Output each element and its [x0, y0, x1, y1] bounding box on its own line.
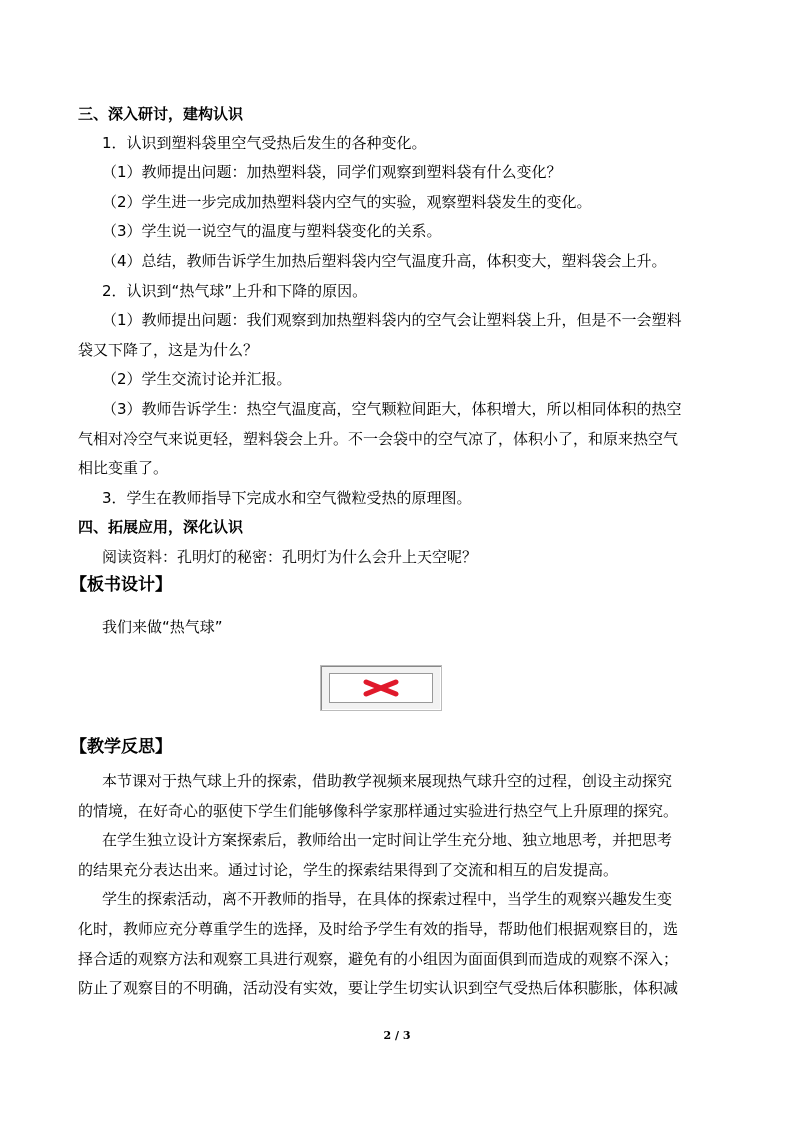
reflection-p3-line-2: 化时，教师应充分尊重学生的选择，及时给予学生有效的指导，帮助他们根据观察目的，选 — [78, 920, 679, 938]
reflection-p3-line-4: 防止了观察目的不明确，活动没有实效，要让学生切实认识到空气受热后体积膨胀，体积减 — [78, 979, 679, 997]
section-3-heading: 三、深入研讨，建构认识 — [78, 105, 244, 123]
item-1-2: （2）学生进一步完成加热塑料袋内空气的实验，观察塑料袋发生的变化。 — [102, 193, 592, 211]
item-2-2: （2）学生交流讨论并汇报。 — [102, 370, 292, 388]
item-2-1-line-1: （1）教师提出问题：我们观察到加热塑料袋内的空气会让塑料袋上升，但是不一会塑料 — [102, 311, 682, 329]
reflection-p2-line-1: 在学生独立设计方案探索后，教师给出一定时间让学生充分地、独立地思考，并把思考 — [102, 831, 673, 849]
item-3: 3．学生在教师指导下完成水和空气微粒受热的原理图。 — [102, 489, 472, 507]
broken-image-icon — [330, 674, 432, 702]
broken-image-placeholder — [320, 665, 442, 711]
board-design-heading: 【板书设计】 — [70, 575, 172, 595]
item-2-3-line-3: 相比变重了。 — [78, 459, 169, 477]
reflection-p1-line-2: 的情境，在好奇心的驱使下学生们能够像科学家那样通过实验进行热空气上升原理的探究。 — [78, 802, 679, 820]
reflection-heading: 【教学反思】 — [70, 737, 172, 757]
item-1: 1．认识到塑料袋里空气受热后发生的各种变化。 — [102, 134, 427, 152]
reflection-p1-line-1: 本节课对于热气球上升的探索，借助教学视频来展现热气球升空的过程，创设主动探究 — [102, 772, 673, 790]
reflection-p2-line-2: 的结果充分表达出来。通过讨论，学生的探索结果得到了交流和相互的启发提高。 — [78, 861, 619, 879]
item-2: 2．认识到“热气球”上升和下降的原因。 — [102, 282, 368, 300]
item-2-1-line-2: 袋又下降了，这是为什么？ — [78, 341, 259, 359]
reflection-p3-line-1: 学生的探索活动，离不开教师的指导，在具体的探索过程中，当学生的观察兴趣发生变 — [102, 890, 673, 908]
board-title: 我们来做“热气球” — [102, 618, 223, 636]
item-2-3-line-1: （3）教师告诉学生：热空气温度高，空气颗粒间距大，体积增大，所以相同体积的热空 — [102, 400, 682, 418]
reflection-p3-line-3: 择合适的观察方法和观察工具进行观察，避免有的小组因为面面俱到而造成的观察不深入； — [78, 950, 679, 968]
item-1-1: （1）教师提出问题：加热塑料袋，同学们观察到塑料袋有什么变化？ — [102, 163, 562, 181]
page-number: 2 / 3 — [383, 1029, 411, 1042]
reading-material: 阅读资料：孔明灯的秘密：孔明灯为什么会升上天空呢？ — [102, 548, 478, 566]
item-1-4: （4）总结，教师告诉学生加热后塑料袋内空气温度升高，体积变大，塑料袋会上升。 — [102, 252, 667, 270]
item-1-3: （3）学生说一说空气的温度与塑料袋变化的关系。 — [102, 222, 442, 240]
section-4-heading: 四、拓展应用，深化认识 — [78, 518, 244, 536]
item-2-3-line-2: 气相对冷空气来说更轻，塑料袋会上升。不一会袋中的空气凉了，体积小了，和原来热空气 — [78, 430, 679, 448]
